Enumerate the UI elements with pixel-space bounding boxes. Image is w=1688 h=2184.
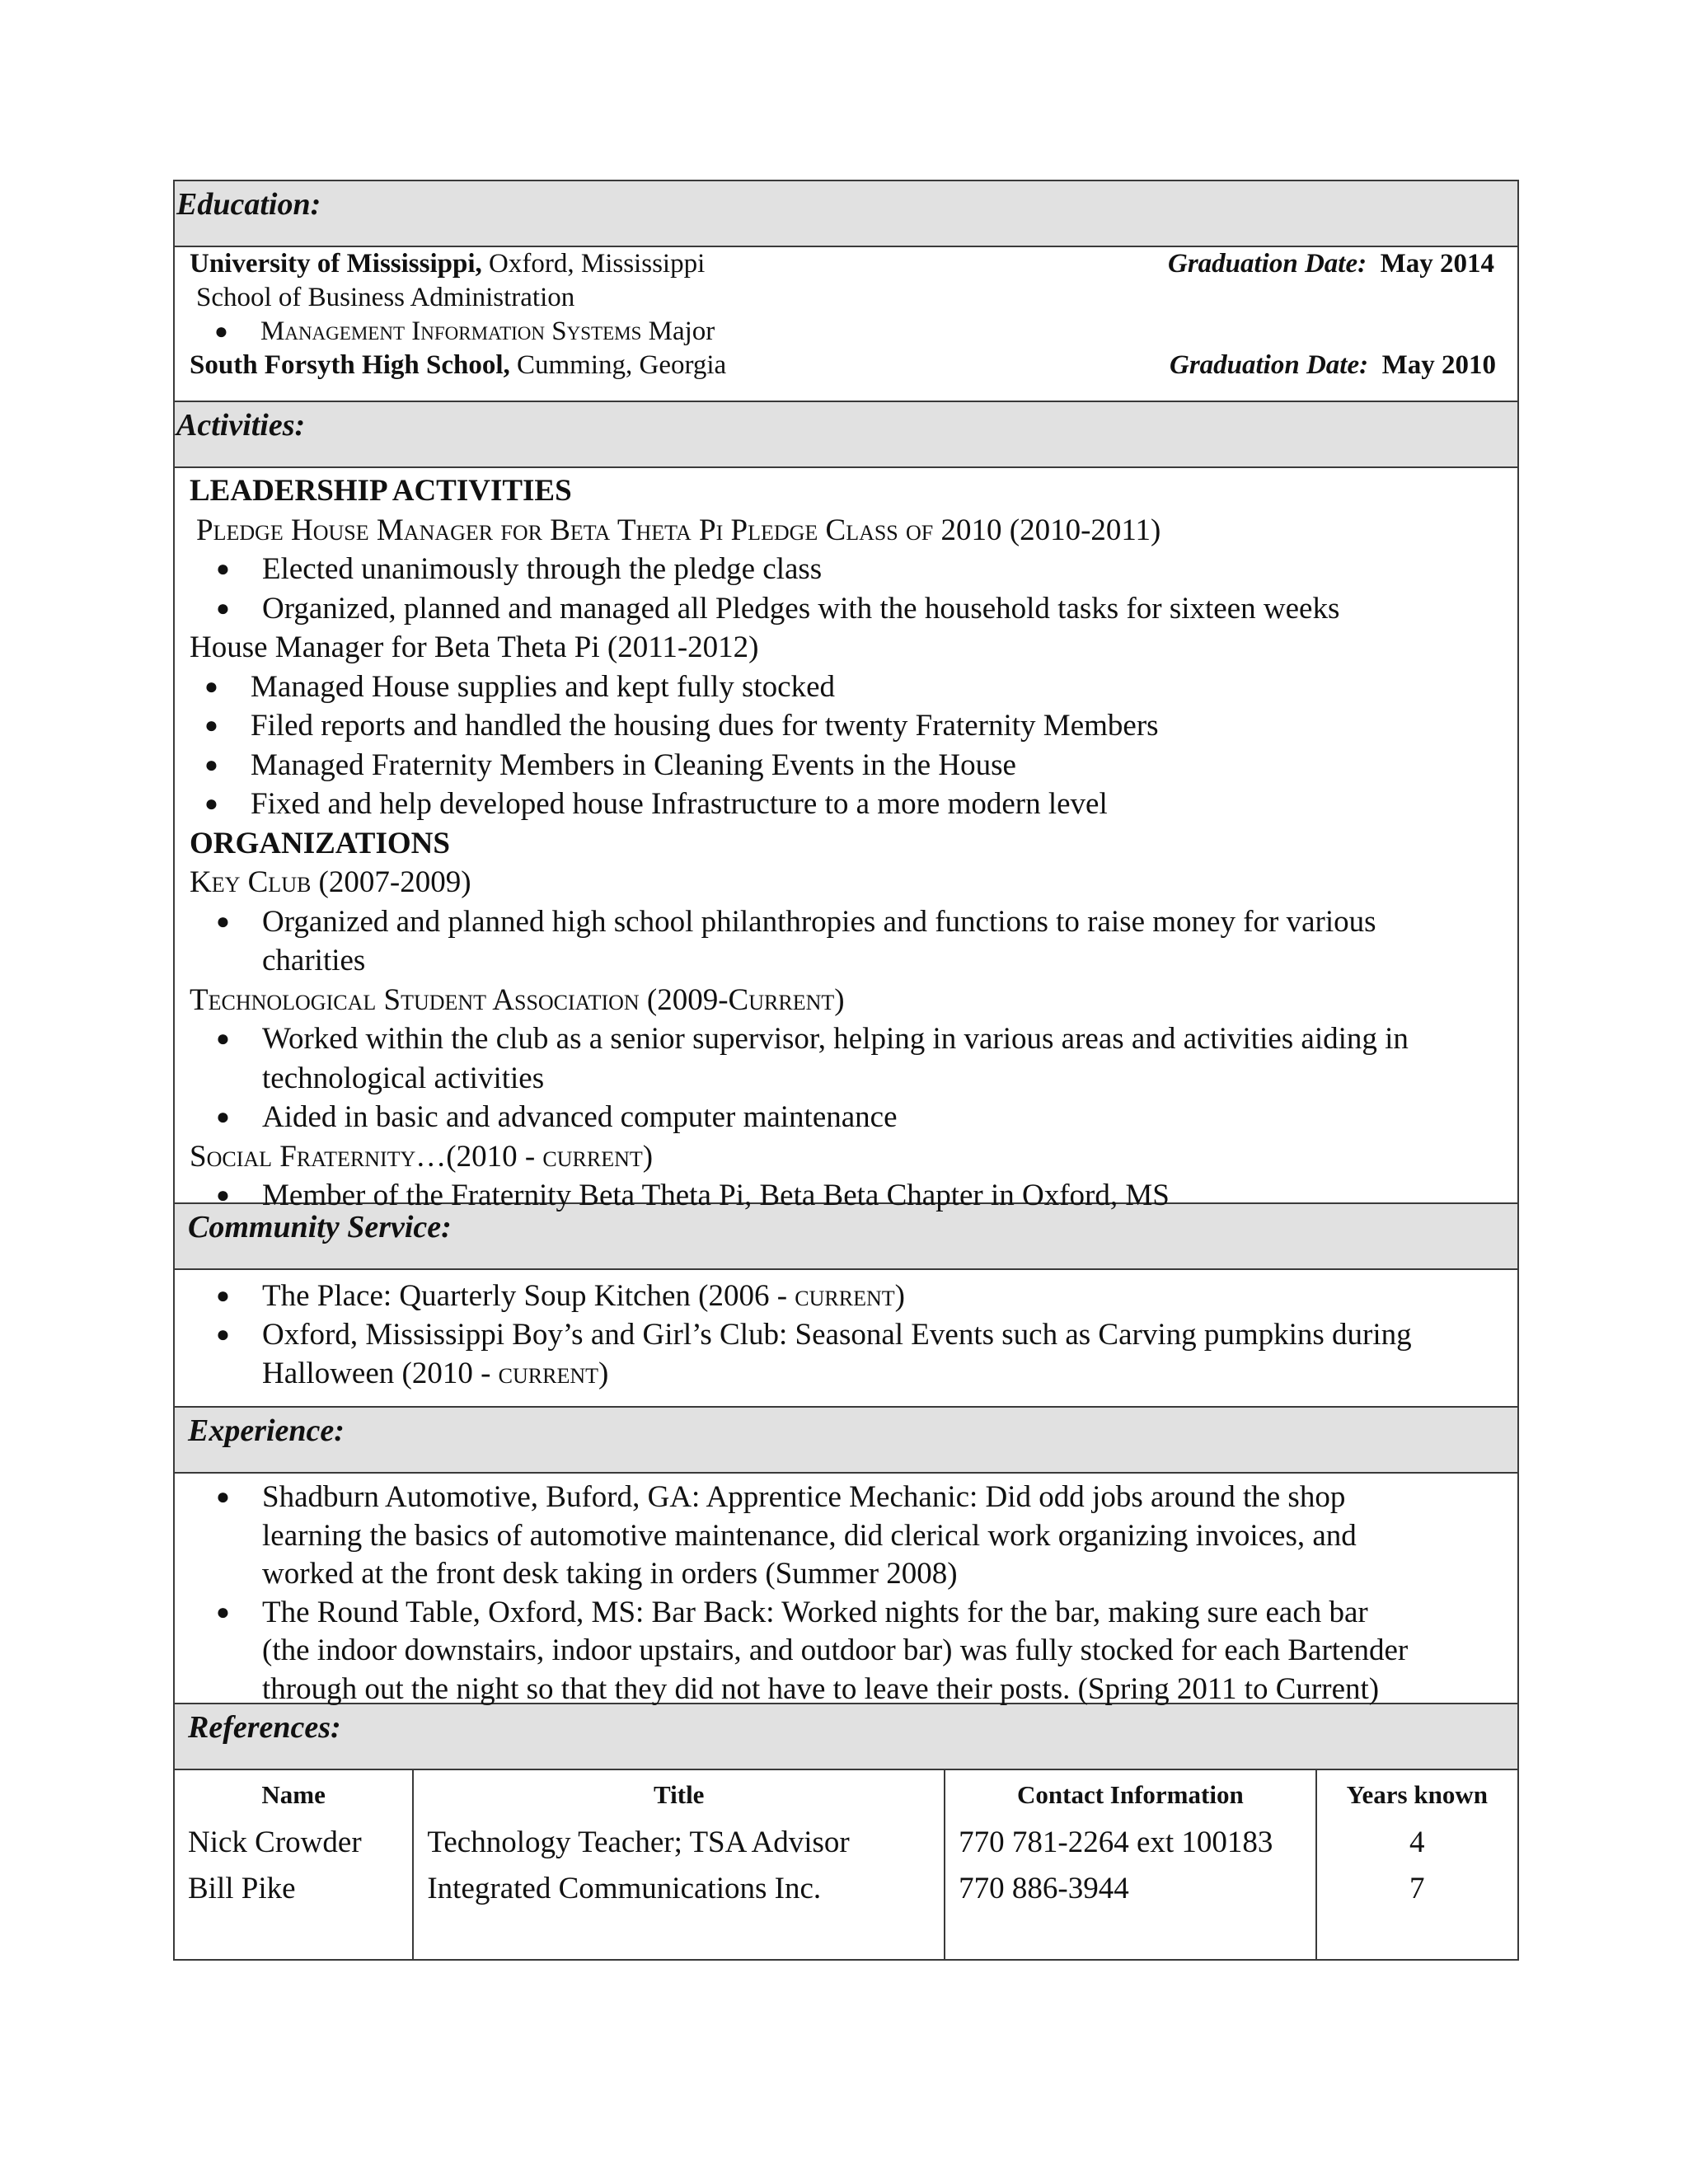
bullet-icon: ● (214, 319, 228, 344)
education-heading-text: Education: (176, 187, 321, 222)
list-item (175, 1315, 1517, 1354)
list-item (175, 1594, 1517, 1633)
table-header-row (175, 1770, 1517, 1820)
reference-contact: 770 886-3944 (959, 1872, 1129, 1905)
bullet-icon: ● (216, 908, 230, 935)
org-title-text: Technological Student Association (2009-Current) (190, 982, 845, 1017)
list-item-text: The Place: Quarterly Soup Kitchen (2006 - (262, 1279, 795, 1313)
column-header-title: Title (413, 1770, 945, 1820)
bullet-icon: ● (204, 673, 218, 700)
references-heading (175, 1704, 1517, 1770)
bullet-icon: ● (204, 791, 218, 817)
reference-years: 4 (1409, 1825, 1425, 1859)
bullet-icon: ● (216, 1026, 230, 1052)
list-item-text-end: ) (894, 1279, 905, 1313)
list-item-text: Halloween (2010 - (262, 1357, 499, 1390)
list-item-text: learning the basics of automotive maintenance, did clerical work organizing invoices, and (262, 1518, 1357, 1553)
list-item-text: through out the night so that they did not have to leave their posts. (Spring 2011 to Current) (262, 1671, 1380, 1706)
education-entry (175, 349, 1517, 382)
list-item (175, 1019, 1517, 1059)
education-heading (175, 181, 1517, 247)
experience-heading (175, 1408, 1517, 1474)
school-name: South Forsyth High School, (190, 350, 510, 380)
graduation-value: May 2014 (1380, 249, 1494, 279)
activities-section (175, 468, 1517, 1212)
list-item-continued (175, 1632, 1517, 1671)
list-item-text: The Round Table, Oxford, MS: Bar Back: Worked nights for the bar, making sure each bar (262, 1595, 1368, 1629)
list-item-text: Organized, planned and managed all Pledges with the household tasks for sixteen weeks (262, 591, 1340, 626)
list-item-text: Member of the Fraternity Beta Theta Pi, Beta Beta Chapter in Oxford, MS (262, 1179, 1170, 1212)
list-item (175, 550, 1517, 589)
graduation-value: May 2010 (1381, 350, 1496, 380)
list-item (175, 589, 1517, 629)
list-item-text-end: ) (598, 1357, 609, 1390)
list-item-text: Aided in basic and advanced computer maintenance (262, 1100, 898, 1134)
bullet-icon: ● (204, 713, 218, 738)
list-item (175, 746, 1517, 785)
leadership-title-text: LEADERSHIP ACTIVITIES (190, 474, 572, 508)
list-item (175, 902, 1517, 942)
list-item (175, 1098, 1517, 1137)
list-item-text: technological activities (262, 1061, 545, 1095)
bullet-icon: ● (216, 1599, 230, 1625)
community-heading-text: Community Service: (188, 1210, 452, 1244)
list-item (175, 668, 1517, 707)
role-title-text: Pledge House Manager for Beta Theta Pi Pledge Class of 2010 (2010-2011) (196, 513, 1161, 547)
education-entry (175, 247, 1517, 281)
column-header-name: Name (261, 1780, 326, 1809)
resume-document (173, 180, 1519, 1961)
major-name: Management Information Systems (260, 316, 642, 346)
bullet-icon: ● (216, 1484, 230, 1510)
bullet-icon: ● (216, 1322, 230, 1347)
graduation-date (1170, 349, 1496, 382)
list-item-date: current (498, 1357, 599, 1390)
reference-name: Nick Crowder (188, 1825, 362, 1859)
activities-heading-text: Activities: (176, 408, 306, 443)
column-header-contact: Contact Information (945, 1770, 1315, 1820)
experience-section (175, 1474, 1517, 1704)
experience-heading-text: Experience: (188, 1413, 345, 1448)
list-item-text: Organized and planned high school philanthropies and functions to raise money for various (262, 904, 1376, 939)
school-name: University of Mississippi, (190, 249, 482, 279)
list-item-continued (175, 1354, 1517, 1393)
list-item-date: current (795, 1279, 895, 1313)
graduation-date (1168, 247, 1494, 281)
list-item (175, 785, 1517, 824)
reference-contact: 770 781-2264 ext 100183 (959, 1825, 1273, 1859)
list-item-text: Filed reports and handled the housing dues for twenty Fraternity Members (251, 709, 1159, 743)
reference-title: Technology Teacher; TSA Advisor (427, 1825, 850, 1859)
reference-years-cell (1316, 1820, 1517, 1959)
bullet-icon: ● (216, 1104, 230, 1130)
list-item-text: Fixed and help developed house Infrastructure to a more modern level (251, 787, 1108, 821)
reference-years: 7 (1409, 1872, 1425, 1905)
school-location: Oxford, Mississippi (481, 249, 706, 279)
activities-heading (175, 402, 1517, 468)
org-title (175, 863, 1517, 902)
reference-contact-cell (945, 1820, 1315, 1959)
list-item-text: worked at the front desk taking in orders (Summer 2008) (262, 1557, 958, 1591)
org-title-text: Social Fraternity…(2010 - current) (190, 1139, 654, 1174)
list-item-text: (the indoor downstairs, indoor upstairs, and outdoor bar) was fully stocked for each Bartender (262, 1633, 1409, 1667)
list-item-continued (175, 941, 1517, 981)
org-title (175, 981, 1517, 1020)
list-item-text: Managed House supplies and kept fully stocked (251, 669, 836, 704)
references-section (175, 1770, 1517, 1959)
list-item-continued (175, 1555, 1517, 1594)
bullet-icon: ● (216, 1183, 230, 1208)
school-division (175, 281, 1517, 315)
list-item-continued (175, 1517, 1517, 1556)
organizations-title (175, 824, 1517, 864)
bullet-icon: ● (216, 556, 230, 582)
bullet-icon: ● (216, 595, 230, 621)
bullet-icon: ● (204, 752, 218, 778)
reference-name: Bill Pike (188, 1872, 296, 1905)
column-header-years: Years known (1316, 1770, 1517, 1820)
list-item-continued (175, 1671, 1517, 1709)
education-section (175, 247, 1517, 402)
school-division-text: School of Business Administration (196, 283, 575, 312)
list-item-text: Oxford, Mississippi Boy’s and Girl’s Club: Seasonal Events such as Carving pumpkins during (262, 1318, 1412, 1352)
school-location: Cumming, Georgia (509, 350, 727, 380)
leadership-title (175, 471, 1517, 511)
role-title (175, 511, 1517, 551)
role-title (175, 628, 1517, 668)
list-item-text: Shadburn Automotive, Buford, GA: Apprentice Mechanic: Did odd jobs around the shop (262, 1480, 1346, 1514)
organizations-title-text: ORGANIZATIONS (190, 826, 450, 860)
org-title-text: Key Club (2007-2009) (190, 865, 471, 899)
list-item (175, 706, 1517, 746)
reference-name-cell (175, 1820, 413, 1959)
list-item (175, 1277, 1517, 1315)
community-section (175, 1270, 1517, 1408)
references-heading-text: References: (188, 1710, 341, 1745)
role-title-text: House Manager for Beta Theta Pi (2011-2012) (190, 630, 759, 664)
graduation-label: Graduation Date: (1169, 350, 1369, 380)
table-row (175, 1820, 1517, 1959)
reference-title-cell (413, 1820, 945, 1959)
reference-title: Integrated Communications Inc. (427, 1872, 822, 1905)
graduation-label: Graduation Date: (1167, 249, 1367, 279)
major-suffix: Major (641, 316, 715, 346)
list-item-text: Elected unanimously through the pledge class (262, 552, 823, 586)
list-item (175, 1479, 1517, 1517)
list-item-text: charities (262, 944, 366, 977)
list-item-text: Worked within the club as a senior supervisor, helping in various areas and activities aiding in (262, 1022, 1409, 1056)
list-item-text: Managed Fraternity Members in Cleaning Events in the House (251, 748, 1016, 782)
list-item (175, 1176, 1517, 1216)
references-table (175, 1770, 1517, 1959)
major-item (175, 315, 1517, 349)
list-item-continued (175, 1059, 1517, 1099)
bullet-icon: ● (216, 1283, 230, 1309)
org-title (175, 1137, 1517, 1177)
